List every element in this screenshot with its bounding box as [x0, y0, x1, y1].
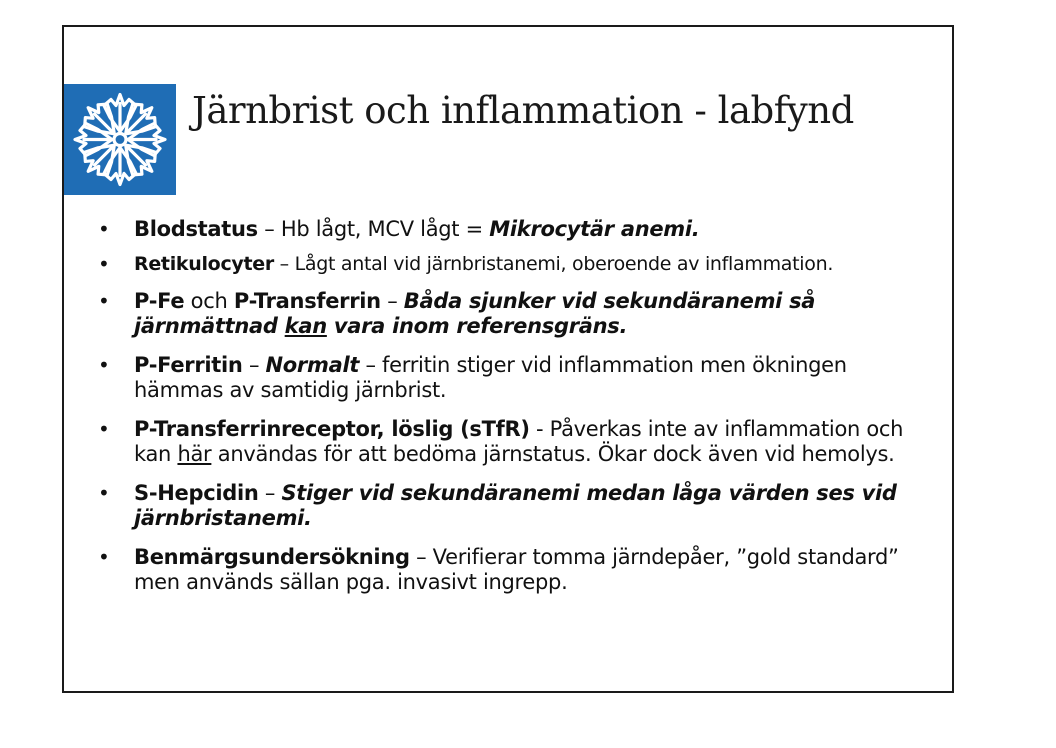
- bullet-dot: •: [98, 481, 110, 505]
- bullet-dot: •: [98, 353, 110, 377]
- bullet-item-shepcidin: [96, 481, 936, 531]
- bullet-separator: –: [258, 481, 282, 505]
- bullet-text: Påverkas inte av inflammation och kan: [134, 417, 904, 466]
- bullet-conjunction: och: [184, 289, 234, 313]
- slide: [62, 25, 954, 693]
- cornflower-logo-svg: [64, 84, 176, 195]
- bullet-item-pferritin: [96, 353, 936, 403]
- bullet-list: [96, 217, 936, 595]
- bullet-item-retikulocyter: [96, 252, 936, 277]
- bullet-term: Retikulocyter: [134, 253, 274, 275]
- bullet-emphasis: Mikrocytär anemi.: [489, 217, 700, 241]
- bullet-dot: •: [98, 545, 110, 569]
- bullet-term: P-Fe: [134, 289, 185, 313]
- bullet-dot: •: [98, 417, 110, 441]
- slide-title: Järnbrist och inflammation - labfynd: [192, 89, 854, 132]
- bullet-emphasis-underlined: kan: [284, 314, 327, 338]
- bullet-dot: •: [98, 217, 110, 241]
- bullet-text: Verifierar tomma järndepåer, ”gold standard” men används sällan pga. invasivt ingrepp.: [134, 545, 899, 594]
- bullet-dot: •: [98, 252, 110, 276]
- cornflower-logo-icon: [64, 84, 176, 195]
- bullet-term: S-Hepcidin: [134, 481, 259, 505]
- bullet-underlined: här: [177, 442, 212, 466]
- bullet-separator: -: [529, 417, 550, 441]
- bullet-item-blodstatus: [96, 217, 936, 242]
- bullet-text: Hb lågt, MCV lågt =: [280, 217, 490, 241]
- bullet-separator: –: [257, 217, 281, 241]
- bullet-term: Benmärgsundersökning: [134, 545, 410, 569]
- bullet-separator: –: [242, 353, 266, 377]
- bullet-item-benmarg: [96, 545, 936, 595]
- bullet-item-stfr: [96, 417, 936, 467]
- bullet-text: Lågt antal vid järnbristanemi, oberoende av inflammation.: [294, 253, 834, 275]
- bullet-text: ferritin stiger vid inflammation men ökningen hämmas av samtidig järnbrist.: [134, 353, 847, 402]
- bullet-term: P-Ferritin: [134, 353, 243, 377]
- bullet-separator: –: [380, 289, 404, 313]
- bullet-term-2: P-Transferrin: [233, 289, 381, 313]
- bullet-emphasis: Stiger vid sekundäranemi medan låga värden ses vid järnbristanemi.: [134, 481, 897, 530]
- bullet-emphasis: Båda sjunker vid sekundäranemi så järnmättnad: [134, 289, 816, 338]
- bullet-separator-2: –: [359, 353, 383, 377]
- bullet-emphasis-end: vara inom referensgräns.: [326, 314, 628, 338]
- bullet-text-2: användas för att bedöma järnstatus. Ökar dock även vid hemolys.: [211, 442, 895, 466]
- bullet-dot: •: [98, 289, 110, 313]
- bullet-emphasis: Normalt: [265, 353, 360, 377]
- bullet-term: P-Transferrinreceptor, löslig (sTfR): [134, 417, 530, 441]
- bullet-separator: –: [273, 253, 295, 275]
- bullet-item-pfe-transferrin: [96, 289, 936, 339]
- bullet-term: Blodstatus: [134, 217, 258, 241]
- bullet-separator: –: [409, 545, 433, 569]
